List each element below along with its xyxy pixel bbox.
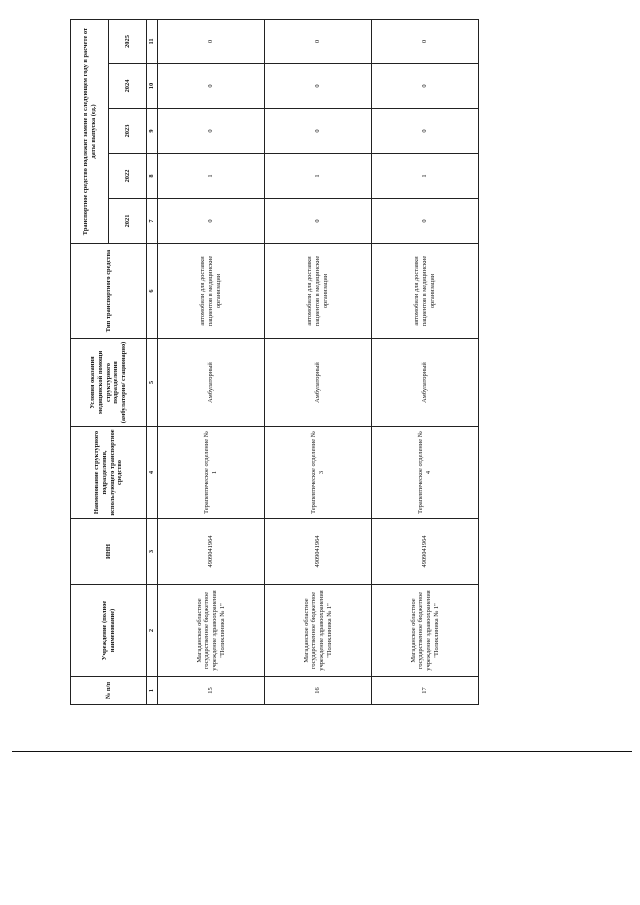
row-value: 0 — [158, 19, 265, 63]
vehicle-replacement-table — [70, 19, 479, 705]
col-number: 8 — [147, 154, 158, 199]
row-institution: Магаданское областное государственное бюджетное учреждение здравоохранения "Поликлиника № 1" — [372, 585, 479, 677]
row-value: 0 — [265, 64, 372, 109]
header-replacement: Транспортное средство подлежит замене в следующем году в расчете от даты выпуска (ед.) — [71, 19, 109, 243]
row-value: 0 — [265, 109, 372, 154]
year-cell: 2023 — [109, 109, 147, 154]
row-inn: 4909041964 — [158, 519, 265, 585]
col-number: 3 — [147, 519, 158, 585]
row-vehicle-type: автомобили для доставки пациентов в медицинские организации — [158, 244, 265, 339]
row-division: Терапевтическое отделение № 4 — [372, 427, 479, 519]
column-number-row — [147, 19, 158, 704]
header-institution: Учреждение (полное наименование) — [71, 585, 147, 677]
row-conditions: Амбулаторный — [265, 339, 372, 427]
header-row — [71, 19, 109, 704]
col-number: 10 — [147, 64, 158, 109]
row-value: 1 — [158, 154, 265, 199]
row-conditions: Амбулаторный — [158, 339, 265, 427]
header-conditions: Условия оказания медицинской помощи структурного подразделения (амбулаторно/ стационарно) — [71, 339, 147, 427]
row-division: Терапевтическое отделение № 1 — [158, 427, 265, 519]
row-value: 0 — [265, 19, 372, 63]
table-row — [158, 19, 265, 704]
row-inn: 4909041964 — [372, 519, 479, 585]
row-value: 0 — [372, 64, 479, 109]
col-number: 7 — [147, 199, 158, 244]
year-cell: 2022 — [109, 154, 147, 199]
row-value: 0 — [158, 109, 265, 154]
row-inn: 4909041964 — [265, 519, 372, 585]
row-vehicle-type: автомобили для доставки пациентов в медицинские организации — [265, 244, 372, 339]
col-number: 2 — [147, 585, 158, 677]
row-value: 0 — [372, 19, 479, 63]
row-num: 16 — [265, 677, 372, 705]
header-vehicle-type: Тип транспортного средства — [71, 244, 147, 339]
bottom-divider — [12, 751, 632, 752]
row-value: 1 — [372, 154, 479, 199]
row-value: 0 — [372, 109, 479, 154]
row-num: 15 — [158, 677, 265, 705]
row-division: Терапевтическое отделение № 3 — [265, 427, 372, 519]
row-num: 17 — [372, 677, 479, 705]
row-value: 0 — [372, 199, 479, 244]
col-number: 9 — [147, 109, 158, 154]
row-institution: Магаданское областное государственное бюджетное учреждение здравоохранения "Поликлиника № 1" — [158, 585, 265, 677]
header-division: Наименование структурного подразделения, использующего транспортное средство — [71, 427, 147, 519]
row-value: 0 — [265, 199, 372, 244]
col-number: 1 — [147, 677, 158, 705]
row-vehicle-type: автомобили для доставки пациентов в медицинские организации — [372, 244, 479, 339]
row-value: 0 — [158, 199, 265, 244]
rotated-table-wrapper — [70, 20, 478, 705]
col-number: 5 — [147, 339, 158, 427]
row-institution: Магаданское областное государственное бюджетное учреждение здравоохранения "Поликлиника № 1" — [265, 585, 372, 677]
col-number: 6 — [147, 244, 158, 339]
header-inn: ИНН — [71, 519, 147, 585]
table-row — [265, 19, 372, 704]
col-number: 4 — [147, 427, 158, 519]
year-cell: 2024 — [109, 64, 147, 109]
row-value: 1 — [265, 154, 372, 199]
row-conditions: Амбулаторный — [372, 339, 479, 427]
header-num: № п/п — [71, 677, 147, 705]
col-number: 11 — [147, 19, 158, 63]
table-row — [372, 19, 479, 704]
year-cell: 2021 — [109, 199, 147, 244]
row-value: 0 — [158, 64, 265, 109]
year-cell: 2025 — [109, 19, 147, 63]
